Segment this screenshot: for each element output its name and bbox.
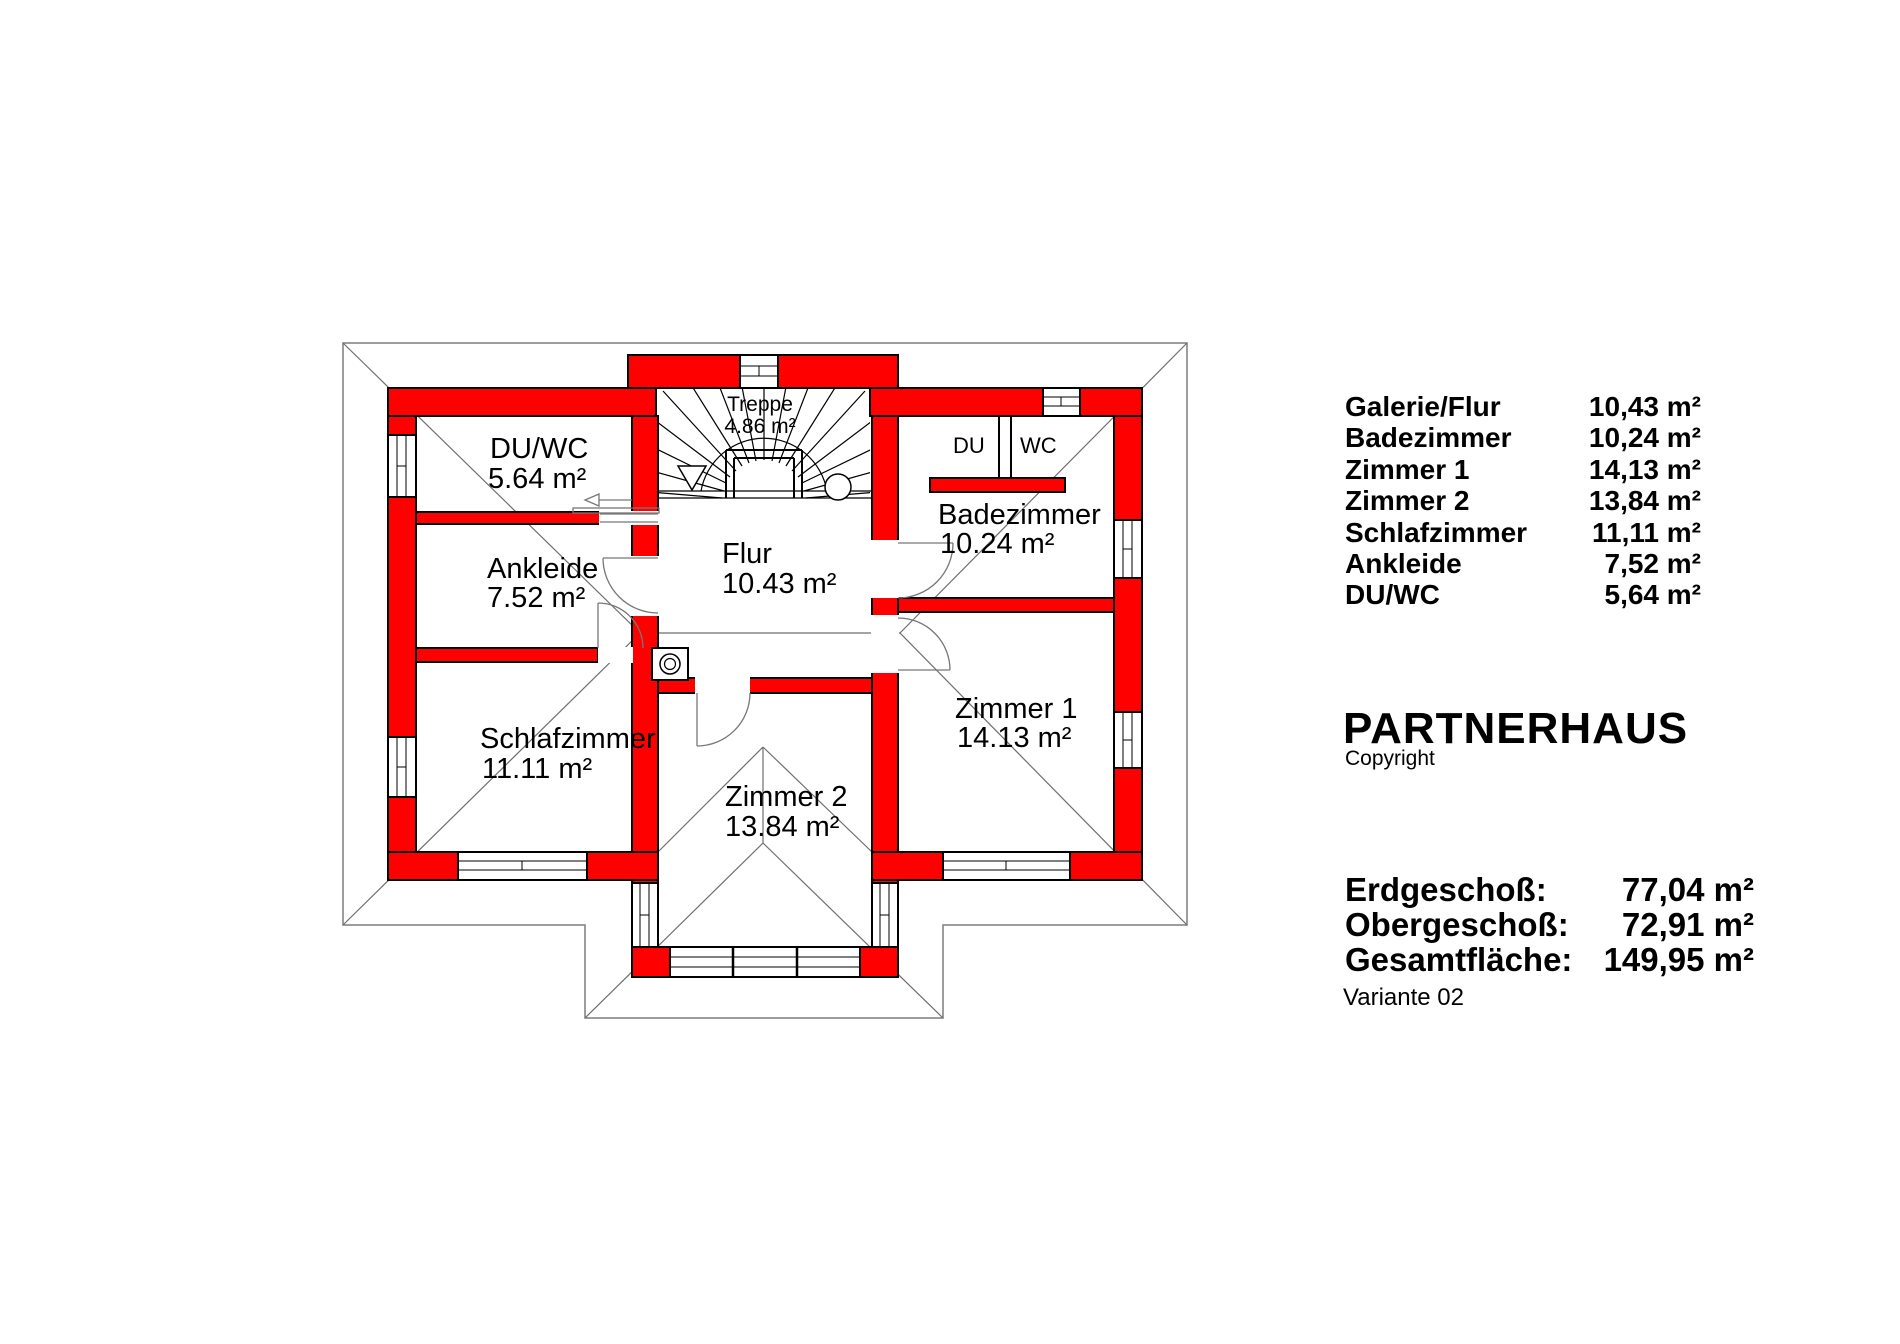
label-treppe-area: 4.86 m² — [724, 415, 796, 438]
totals-label: Obergeschoß: — [1345, 906, 1569, 943]
totals-label: Erdgeschoß: — [1345, 871, 1547, 908]
label-schlafzimmer: Schlafzimmer — [480, 723, 656, 755]
legend-value: 5,64 m² — [1604, 579, 1701, 611]
legend-label: Badezimmer — [1345, 422, 1512, 454]
totals-label: Gesamtfläche: — [1345, 941, 1573, 978]
floor-totals — [1345, 872, 1754, 977]
label-zimmer1-area: 14.13 m² — [957, 722, 1072, 754]
totals-value: 77,04 m² — [1621, 871, 1754, 908]
legend-label: Ankleide — [1345, 547, 1462, 579]
label-ankleide: Ankleide — [487, 553, 599, 585]
legend-value: 10,24 m² — [1588, 422, 1701, 454]
legend-label: Zimmer 1 — [1345, 453, 1470, 485]
label-flur-area: 10.43 m² — [722, 568, 837, 600]
label-wc: WC — [1020, 433, 1057, 458]
legend-label: Galerie/Flur — [1345, 391, 1501, 422]
brand-title: PARTNERHAUS — [1343, 704, 1689, 753]
legend-label: Schlafzimmer — [1345, 516, 1528, 548]
legend-value: 13,84 m² — [1588, 485, 1701, 517]
legend-row — [1345, 548, 1701, 579]
totals-value: 149,95 m² — [1603, 941, 1754, 978]
legend-label: Zimmer 2 — [1345, 485, 1470, 517]
legend-value: 14,13 m² — [1588, 453, 1701, 485]
label-ankleide-area: 7.52 m² — [487, 582, 586, 614]
label-badezimmer-area: 10.24 m² — [940, 528, 1055, 560]
totals-row — [1345, 907, 1754, 942]
label-duwc: DU/WC — [490, 433, 589, 465]
legend-row — [1345, 422, 1701, 453]
legend-value: 11,11 m² — [1592, 516, 1701, 548]
totals-row — [1345, 872, 1754, 907]
brand-copyright: Copyright — [1345, 747, 1435, 770]
chimney — [652, 648, 688, 680]
room-area-legend — [1345, 391, 1701, 611]
legend-label: DU/WC — [1345, 579, 1440, 611]
label-flur: Flur — [722, 538, 772, 570]
stair-post — [825, 474, 851, 500]
label-badezimmer: Badezimmer — [938, 499, 1101, 531]
label-duwc-area: 5.64 m² — [488, 463, 587, 495]
label-schlafzimmer-area: 11.11 m² — [482, 753, 593, 785]
label-zimmer2: Zimmer 2 — [725, 781, 848, 813]
legend-row — [1345, 517, 1701, 548]
legend-row — [1345, 579, 1701, 610]
totals-row — [1345, 942, 1754, 977]
legend-value: 10,43 m² — [1588, 391, 1701, 422]
legend-row — [1345, 454, 1701, 485]
legend-value: 7,52 m² — [1604, 547, 1701, 579]
totals-value: 72,91 m² — [1621, 906, 1754, 943]
label-treppe: Treppe — [727, 393, 793, 416]
label-zimmer1: Zimmer 1 — [955, 693, 1078, 725]
legend-row — [1345, 485, 1701, 516]
label-zimmer2-area: 13.84 m² — [725, 811, 840, 843]
label-du: DU — [953, 433, 985, 458]
variant-label: Variante 02 — [1343, 984, 1464, 1011]
legend-row — [1345, 391, 1701, 422]
